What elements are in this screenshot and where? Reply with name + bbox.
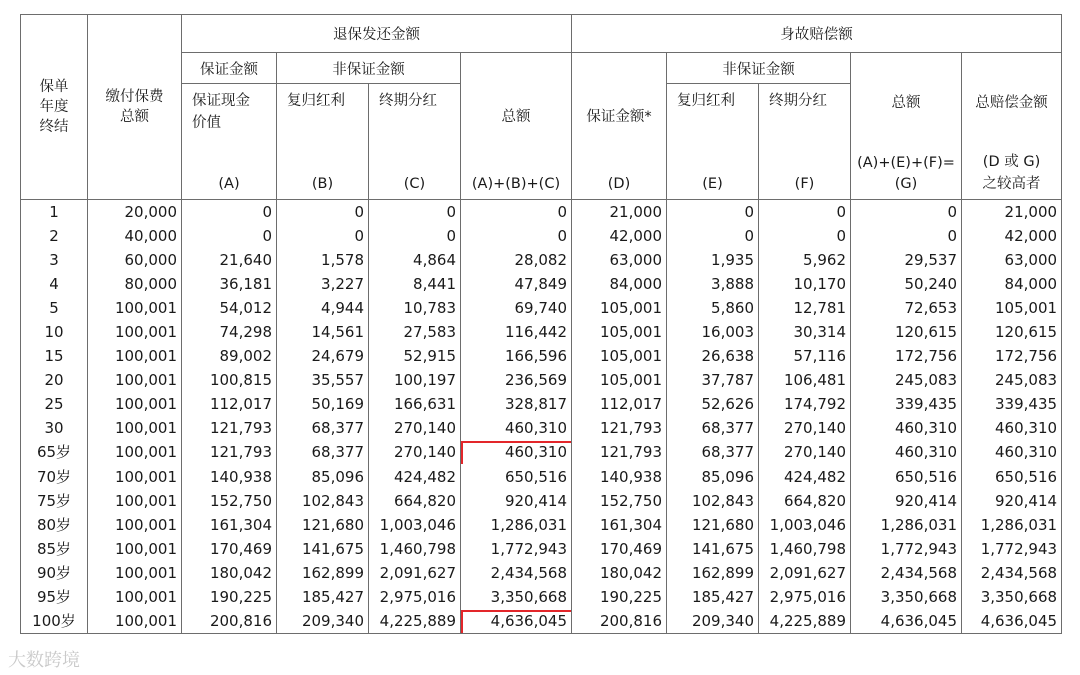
table-cell: 52,915 xyxy=(369,344,461,368)
col-header-death-reversionary-bonus: 复归红利 (E) xyxy=(667,84,759,200)
table-cell: 172,756 xyxy=(851,344,962,368)
table-cell: 460,310 xyxy=(851,440,962,464)
table-cell: 21,640 xyxy=(182,248,277,272)
table-cell: 174,792 xyxy=(759,392,851,416)
table-cell: 68,377 xyxy=(667,416,759,440)
col-header-surrender-total: 总额 (A)+(B)+(C) xyxy=(461,53,572,200)
table-cell: 100,001 xyxy=(88,513,182,537)
table-cell: 24,679 xyxy=(277,344,369,368)
table-cell: 0 xyxy=(182,200,277,224)
col-header-total-payout: 总赔偿金额 (D 或 G) 之较高者 xyxy=(962,53,1062,200)
table-cell: 100,815 xyxy=(182,368,277,392)
table-cell: 121,793 xyxy=(572,416,667,440)
table-cell: 105,001 xyxy=(572,320,667,344)
table-cell: 30,314 xyxy=(759,320,851,344)
col-header-death-total: 总额 (A)+(E)+(F)= (G) xyxy=(851,53,962,200)
table-cell: 63,000 xyxy=(572,248,667,272)
table-cell: 0 xyxy=(461,200,572,224)
table-cell: 2,434,568 xyxy=(461,561,572,585)
table-cell: 0 xyxy=(369,224,461,248)
table-cell: 1,772,943 xyxy=(962,537,1062,561)
table-cell: 14,561 xyxy=(277,320,369,344)
table-cell: 460,310 xyxy=(962,440,1062,464)
table-cell: 664,820 xyxy=(759,489,851,513)
table-cell: 185,427 xyxy=(277,585,369,609)
table-cell: 180,042 xyxy=(182,561,277,585)
table-cell: 1,460,798 xyxy=(759,537,851,561)
table-cell: 460,310 xyxy=(851,416,962,440)
table-cell: 100,001 xyxy=(88,296,182,320)
table-cell: 152,750 xyxy=(182,489,277,513)
table-cell: 42,000 xyxy=(572,224,667,248)
table-cell: 0 xyxy=(667,224,759,248)
col-header-reversionary-bonus: 复归红利 (B) xyxy=(277,84,369,200)
table-cell: 4,636,045 xyxy=(461,609,572,633)
table-cell: 84,000 xyxy=(962,272,1062,296)
table-cell: 42,000 xyxy=(962,224,1062,248)
table-cell: 460,310 xyxy=(461,416,572,440)
table-cell: 20,000 xyxy=(88,200,182,224)
table-cell: 650,516 xyxy=(461,465,572,489)
table-cell: 166,596 xyxy=(461,344,572,368)
table-row xyxy=(21,489,1062,513)
table-row xyxy=(21,585,1062,609)
table-cell: 121,793 xyxy=(182,440,277,464)
table-cell: 172,756 xyxy=(962,344,1062,368)
table-cell: 69,740 xyxy=(461,296,572,320)
table-cell: 1,578 xyxy=(277,248,369,272)
table-row xyxy=(21,416,1062,440)
row-year-cell: 10 xyxy=(21,320,88,344)
row-year-cell: 95岁 xyxy=(21,585,88,609)
row-year-cell: 4 xyxy=(21,272,88,296)
group-header-surrender: 退保发还金额 xyxy=(182,15,572,53)
table-cell: 460,310 xyxy=(461,440,572,464)
table-cell: 245,083 xyxy=(962,368,1062,392)
table-cell: 106,481 xyxy=(759,368,851,392)
table-cell: 650,516 xyxy=(962,465,1062,489)
table-cell: 100,001 xyxy=(88,392,182,416)
table-cell: 121,680 xyxy=(667,513,759,537)
table-cell: 100,001 xyxy=(88,609,182,633)
table-cell: 162,899 xyxy=(667,561,759,585)
table-cell: 200,816 xyxy=(182,609,277,633)
table-cell: 0 xyxy=(851,224,962,248)
table-cell: 72,653 xyxy=(851,296,962,320)
table-cell: 0 xyxy=(277,224,369,248)
table-cell: 0 xyxy=(759,200,851,224)
table-cell: 245,083 xyxy=(851,368,962,392)
col-header-premium-total: 缴付保费总额 xyxy=(88,15,182,200)
table-cell: 166,631 xyxy=(369,392,461,416)
table-cell: 1,286,031 xyxy=(461,513,572,537)
table-cell: 141,675 xyxy=(667,537,759,561)
table-cell: 100,001 xyxy=(88,344,182,368)
table-cell: 162,899 xyxy=(277,561,369,585)
benefit-illustration-table xyxy=(20,14,1062,634)
table-cell: 102,843 xyxy=(277,489,369,513)
table-cell: 12,781 xyxy=(759,296,851,320)
table-cell: 28,082 xyxy=(461,248,572,272)
table-cell: 120,615 xyxy=(962,320,1062,344)
table-cell: 424,482 xyxy=(759,465,851,489)
table-cell: 68,377 xyxy=(277,416,369,440)
table-cell: 100,001 xyxy=(88,537,182,561)
table-cell: 1,772,943 xyxy=(851,537,962,561)
row-year-cell: 65岁 xyxy=(21,440,88,464)
table-cell: 1,460,798 xyxy=(369,537,461,561)
table-cell: 920,414 xyxy=(962,489,1062,513)
table-cell: 85,096 xyxy=(277,465,369,489)
table-cell: 1,935 xyxy=(667,248,759,272)
table-cell: 16,003 xyxy=(667,320,759,344)
table-cell: 120,615 xyxy=(851,320,962,344)
table-cell: 105,001 xyxy=(572,296,667,320)
col-header-policy-year: 保单年度终结 xyxy=(21,15,88,200)
table-cell: 3,350,668 xyxy=(851,585,962,609)
table-cell: 21,000 xyxy=(962,200,1062,224)
table-cell: 52,626 xyxy=(667,392,759,416)
table-cell: 650,516 xyxy=(851,465,962,489)
table-cell: 664,820 xyxy=(369,489,461,513)
table-cell: 270,140 xyxy=(759,440,851,464)
col-header-death-terminal-dividend: 终期分红 (F) xyxy=(759,84,851,200)
row-year-cell: 15 xyxy=(21,344,88,368)
table-row xyxy=(21,537,1062,561)
table-cell: 1,003,046 xyxy=(369,513,461,537)
col-header-terminal-dividend: 终期分红 (C) xyxy=(369,84,461,200)
table-cell: 339,435 xyxy=(962,392,1062,416)
table-row xyxy=(21,465,1062,489)
table-cell: 0 xyxy=(461,224,572,248)
table-cell: 339,435 xyxy=(851,392,962,416)
table-cell: 2,434,568 xyxy=(851,561,962,585)
row-year-cell: 100岁 xyxy=(21,609,88,633)
table-cell: 328,817 xyxy=(461,392,572,416)
table-cell: 4,636,045 xyxy=(851,609,962,633)
table-cell: 47,849 xyxy=(461,272,572,296)
table-cell: 112,017 xyxy=(182,392,277,416)
table-cell: 100,197 xyxy=(369,368,461,392)
table-cell: 4,225,889 xyxy=(369,609,461,633)
table-row xyxy=(21,272,1062,296)
table-cell: 10,170 xyxy=(759,272,851,296)
row-year-cell: 1 xyxy=(21,200,88,224)
row-year-cell: 70岁 xyxy=(21,465,88,489)
table-cell: 100,001 xyxy=(88,561,182,585)
table-row xyxy=(21,200,1062,224)
table-cell: 100,001 xyxy=(88,440,182,464)
table-cell: 85,096 xyxy=(667,465,759,489)
table-cell: 105,001 xyxy=(572,344,667,368)
table-row xyxy=(21,320,1062,344)
table-cell: 2,975,016 xyxy=(369,585,461,609)
table-cell: 100,001 xyxy=(88,585,182,609)
row-year-cell: 85岁 xyxy=(21,537,88,561)
table-cell: 5,962 xyxy=(759,248,851,272)
table-cell: 2,091,627 xyxy=(369,561,461,585)
table-cell: 920,414 xyxy=(461,489,572,513)
table-cell: 424,482 xyxy=(369,465,461,489)
table-cell: 26,638 xyxy=(667,344,759,368)
table-cell: 152,750 xyxy=(572,489,667,513)
table-cell: 5,860 xyxy=(667,296,759,320)
table-body xyxy=(21,200,1062,634)
table-row xyxy=(21,344,1062,368)
subheader-guaranteed-amount: 保证金额 xyxy=(182,53,277,84)
table-cell: 89,002 xyxy=(182,344,277,368)
table-cell: 10,783 xyxy=(369,296,461,320)
table-cell: 116,442 xyxy=(461,320,572,344)
row-year-cell: 30 xyxy=(21,416,88,440)
table-cell: 68,377 xyxy=(667,440,759,464)
table-cell: 1,286,031 xyxy=(851,513,962,537)
table-cell: 185,427 xyxy=(667,585,759,609)
table-row xyxy=(21,296,1062,320)
table-cell: 0 xyxy=(277,200,369,224)
row-year-cell: 25 xyxy=(21,392,88,416)
table-cell: 4,225,889 xyxy=(759,609,851,633)
table-cell: 100,001 xyxy=(88,465,182,489)
table-cell: 68,377 xyxy=(277,440,369,464)
table-cell: 29,537 xyxy=(851,248,962,272)
table-cell: 3,227 xyxy=(277,272,369,296)
table-cell: 3,350,668 xyxy=(461,585,572,609)
table-cell: 105,001 xyxy=(572,368,667,392)
table-cell: 236,569 xyxy=(461,368,572,392)
table-cell: 1,286,031 xyxy=(962,513,1062,537)
col-header-death-guaranteed: 保证金额* (D) xyxy=(572,53,667,200)
row-year-cell: 90岁 xyxy=(21,561,88,585)
table-cell: 0 xyxy=(182,224,277,248)
table-cell: 102,843 xyxy=(667,489,759,513)
table-cell: 0 xyxy=(851,200,962,224)
col-header-guaranteed-cash-value: 保证现金价值 (A) xyxy=(182,84,277,200)
table-cell: 170,469 xyxy=(182,537,277,561)
table-cell: 54,012 xyxy=(182,296,277,320)
table-row xyxy=(21,368,1062,392)
table-cell: 270,140 xyxy=(759,416,851,440)
table-row xyxy=(21,561,1062,585)
table-cell: 4,944 xyxy=(277,296,369,320)
table-cell: 105,001 xyxy=(962,296,1062,320)
table-cell: 57,116 xyxy=(759,344,851,368)
table-cell: 2,975,016 xyxy=(759,585,851,609)
table-cell: 121,793 xyxy=(572,440,667,464)
table-cell: 80,000 xyxy=(88,272,182,296)
row-year-cell: 5 xyxy=(21,296,88,320)
group-header-death-benefit: 身故赔偿额 xyxy=(572,15,1062,53)
table-cell: 60,000 xyxy=(88,248,182,272)
table-cell: 270,140 xyxy=(369,416,461,440)
table-cell: 100,001 xyxy=(88,489,182,513)
table-cell: 50,169 xyxy=(277,392,369,416)
table-cell: 121,793 xyxy=(182,416,277,440)
table-cell: 1,003,046 xyxy=(759,513,851,537)
table-cell: 141,675 xyxy=(277,537,369,561)
table-cell: 170,469 xyxy=(572,537,667,561)
table-cell: 209,340 xyxy=(667,609,759,633)
table-cell: 40,000 xyxy=(88,224,182,248)
table-cell: 36,181 xyxy=(182,272,277,296)
table-cell: 3,888 xyxy=(667,272,759,296)
table-cell: 190,225 xyxy=(572,585,667,609)
row-year-cell: 3 xyxy=(21,248,88,272)
table-cell: 35,557 xyxy=(277,368,369,392)
row-year-cell: 80岁 xyxy=(21,513,88,537)
table-cell: 37,787 xyxy=(667,368,759,392)
subheader-death-non-guaranteed: 非保证金额 xyxy=(667,53,851,84)
table-cell: 0 xyxy=(369,200,461,224)
table-row xyxy=(21,224,1062,248)
table-cell: 63,000 xyxy=(962,248,1062,272)
table-cell: 0 xyxy=(759,224,851,248)
subheader-non-guaranteed-amount: 非保证金额 xyxy=(277,53,461,84)
table-row xyxy=(21,609,1062,633)
table-cell: 460,310 xyxy=(962,416,1062,440)
table-row xyxy=(21,513,1062,537)
table-cell: 180,042 xyxy=(572,561,667,585)
table-cell: 1,772,943 xyxy=(461,537,572,561)
table-cell: 140,938 xyxy=(572,465,667,489)
row-year-cell: 20 xyxy=(21,368,88,392)
table-row xyxy=(21,248,1062,272)
table-cell: 2,434,568 xyxy=(962,561,1062,585)
table-cell: 4,636,045 xyxy=(962,609,1062,633)
table-cell: 8,441 xyxy=(369,272,461,296)
table-row xyxy=(21,440,1062,464)
table-cell: 270,140 xyxy=(369,440,461,464)
table-cell: 100,001 xyxy=(88,320,182,344)
table-cell: 209,340 xyxy=(277,609,369,633)
table-cell: 3,350,668 xyxy=(962,585,1062,609)
watermark: 大数跨境 xyxy=(8,650,80,671)
table-cell: 112,017 xyxy=(572,392,667,416)
table-cell: 100,001 xyxy=(88,368,182,392)
table-cell: 161,304 xyxy=(182,513,277,537)
table-cell: 200,816 xyxy=(572,609,667,633)
table-cell: 74,298 xyxy=(182,320,277,344)
table-cell: 920,414 xyxy=(851,489,962,513)
table-cell: 50,240 xyxy=(851,272,962,296)
table-cell: 100,001 xyxy=(88,416,182,440)
table-row xyxy=(21,392,1062,416)
table-cell: 161,304 xyxy=(572,513,667,537)
table-cell: 84,000 xyxy=(572,272,667,296)
table-cell: 27,583 xyxy=(369,320,461,344)
table-cell: 21,000 xyxy=(572,200,667,224)
row-year-cell: 75岁 xyxy=(21,489,88,513)
table-cell: 190,225 xyxy=(182,585,277,609)
table-cell: 121,680 xyxy=(277,513,369,537)
table-cell: 0 xyxy=(667,200,759,224)
row-year-cell: 2 xyxy=(21,224,88,248)
table-cell: 140,938 xyxy=(182,465,277,489)
table-cell: 2,091,627 xyxy=(759,561,851,585)
table-cell: 4,864 xyxy=(369,248,461,272)
